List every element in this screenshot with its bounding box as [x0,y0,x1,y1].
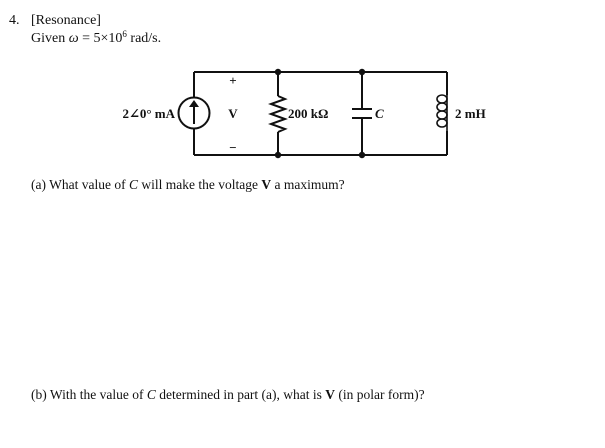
part-a-var: C [128,177,138,192]
part-b-post: (in polar form)? [338,387,425,402]
plus-sign: + [229,73,237,88]
part-b-question [31,387,425,403]
part-a-post: a maximum? [274,177,345,192]
junction-top-capacitor [359,69,365,75]
part-b-pre: With the value of [49,387,144,402]
given-unit: rad/s. [130,31,162,46]
resistor-label: 200 kΩ [288,106,329,121]
circuit-diagram [0,0,605,200]
junction-bottom-resistor [275,152,281,158]
omega-symbol: ω [68,31,79,46]
part-a-mid: will make the voltage [141,177,258,192]
part-a-pre: What value of [49,177,126,192]
inductor-label: 2 mH [455,106,486,121]
capacitor-label: C [375,106,384,121]
junction-bottom-capacitor [359,152,365,158]
part-b-bold: V [325,387,336,402]
problem-number: 4. [9,13,20,28]
part-b-var: C [146,387,156,402]
inductor [437,95,447,131]
given-prefix: Given [31,31,66,46]
given-equation: = 5×10 [82,31,123,46]
part-a-bold: V [261,177,272,192]
junction-top-resistor [275,69,281,75]
minus-sign: − [229,140,237,155]
part-a-question [31,177,345,193]
problem-topic: [Resonance] [31,13,101,28]
part-a-marker: (a) [31,177,46,192]
given-exponent: 6 [122,29,127,39]
part-b-mid: determined in part (a), what is [159,387,322,402]
voltage-label: V [228,106,238,121]
source-label: 2∠0° mA [122,106,175,121]
part-b-marker: (b) [31,387,47,402]
